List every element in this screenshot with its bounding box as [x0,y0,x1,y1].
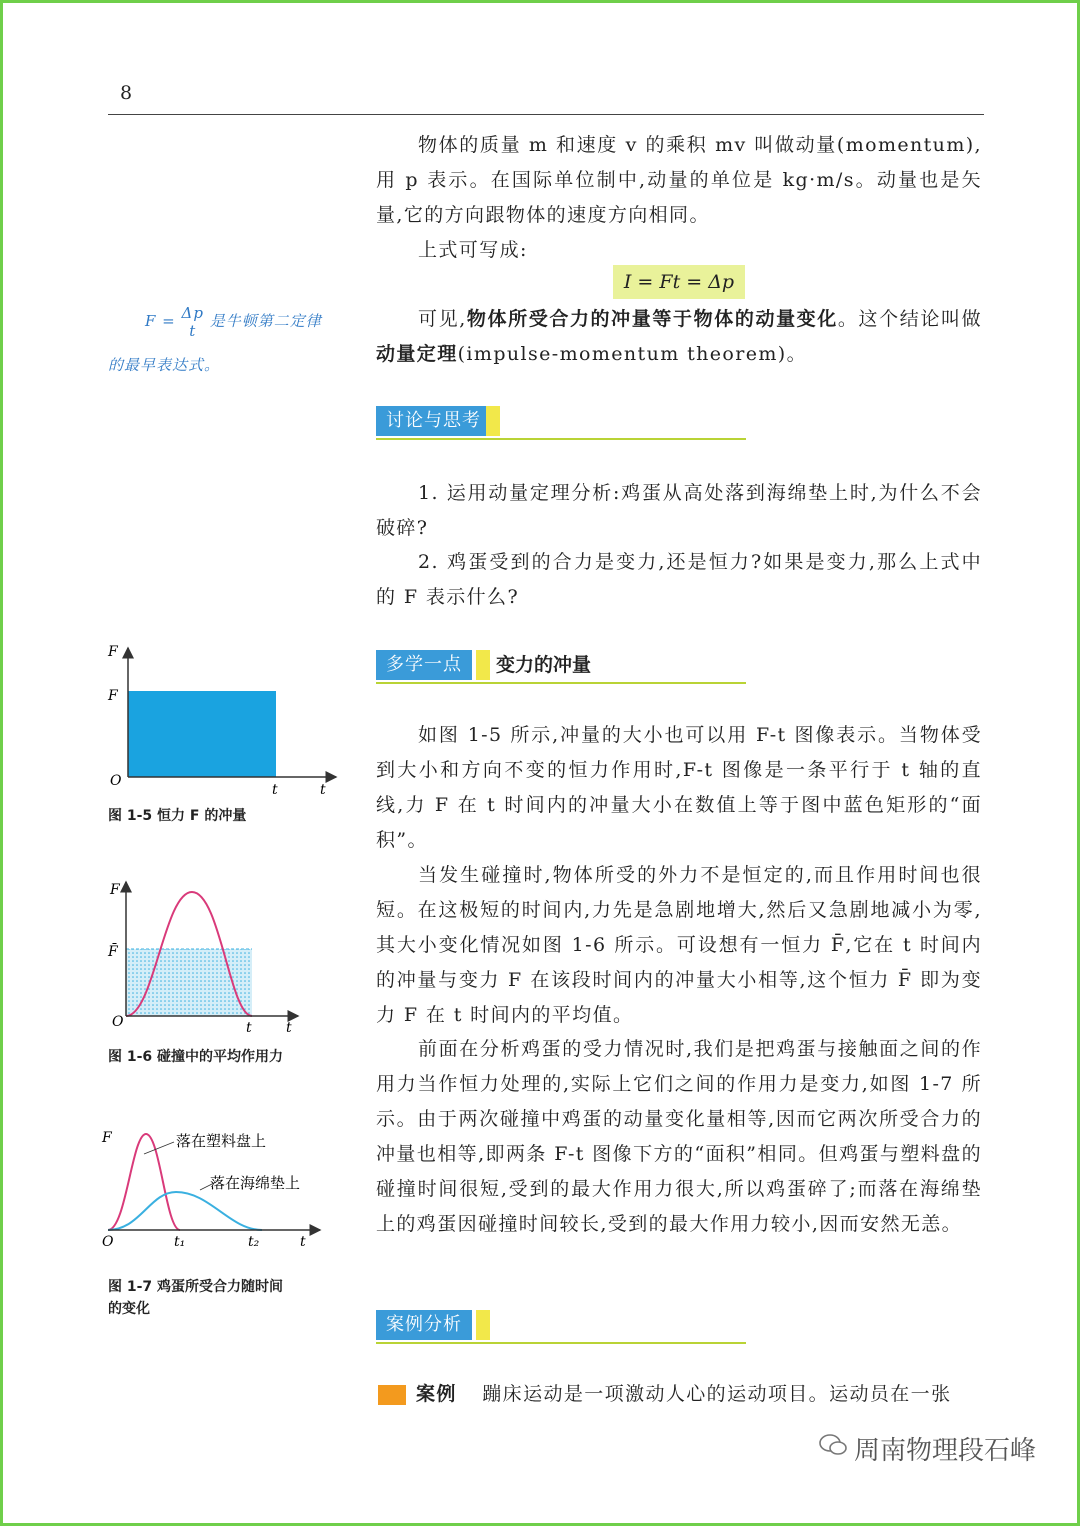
figure-1-7-caption-line1: 图 1-7 鸡蛋所受合力随时间 [108,1279,284,1295]
p3-prefix: 可见, [418,308,467,330]
origin-label: O [110,773,122,789]
y-axis-label: F [110,882,120,898]
x-axis-label: t [320,782,326,798]
p3-suffix: 。这个结论叫做 [837,308,982,330]
plastic-leader [144,1142,174,1154]
tag-tail [476,650,490,680]
case-marker-icon [378,1385,406,1405]
p3-bold2: 动量定理 [376,343,458,365]
impulse-formula: I = Ft = Δp [613,265,745,299]
p3-bold: 物体所受合力的冲量等于物体的动量变化 [466,308,838,330]
section-discuss-header [376,406,746,440]
section-learn-subtitle: 变力的冲量 [496,654,592,676]
impulse-rectangle [128,691,276,777]
origin-label: O [102,1234,114,1250]
t2-label: t₂ [248,1234,260,1250]
y-tick-label: F [108,688,118,704]
side-note-lhs: F = [145,312,176,330]
figure-1-7-caption-line2: 的变化 [108,1301,150,1317]
plastic-plate-label: 落在塑料盘上 [176,1132,267,1150]
y-tick-label: F̄ [108,944,118,960]
case-line [416,1377,986,1412]
p3-end: (impulse-momentum theorem)。 [457,343,807,365]
section-discuss-tag: 讨论与思考 [376,406,491,436]
section-rule [376,1342,746,1344]
learn-paragraph-2: 当发生碰撞时,物体所受的外力不是恒定的,而且作用时间也很短。在这极短的时间内,力先是急剧地增大,然后又急剧地减小为零,其大小变化情况如图 1-6 所示。可设想有一恒力 F̄,它在 t 时间内的冲量与变力 F 在该段时间内的冲量大小相等,这个恒力 F̄ 即为变力 F 在 t 时间内的平均值。 [376,864,982,1026]
side-note-denominator: t [189,322,197,340]
section-rule [376,438,746,440]
page-number: 8 [120,82,133,104]
sponge-pad-label: 落在海绵垫上 [210,1174,301,1192]
side-note-line-2: 的最早表达式。 [108,356,221,374]
y-axis-label: F [102,1130,112,1146]
y-axis-label: F [108,644,118,660]
figure-1-6-caption: 图 1-6 碰撞中的平均作用力 [108,1049,284,1065]
figure-1-5 [104,640,344,800]
intro-paragraph-1: 物体的质量 m 和速度 v 的乘积 mv 叫做动量(momentum),用 p 表示。在国际单位制中,动量的单位是 kg·m/s。动量也是矢量,它的方向跟物体的速度方向相同。 [376,134,982,226]
discuss-question-2: 2. 鸡蛋受到的合力是变力,还是恒力?如果是变力,那么上式中的 F 表示什么? [376,551,982,608]
origin-label: O [112,1014,124,1030]
learn-paragraph-1: 如图 1-5 所示,冲量的大小也可以用 F-t 图像表示。当物体受到大小和方向不变的恒力作用时,F-t 图像是一条平行于 t 轴的直线,力 F 在 t 时间内的冲量大小在数值上等于图中蓝色矩形的“面积”。 [376,724,982,851]
section-case-header [376,1310,746,1344]
section-rule [376,682,746,684]
header-rule [108,114,984,115]
wechat-icon [818,1432,848,1458]
figure-1-7 [100,1120,340,1250]
tag-tail [486,406,500,436]
case-label: 案例 [416,1383,457,1405]
x-tick-label: t [246,1020,252,1036]
side-note-line-1 [145,304,322,340]
discuss-question-1: 1. 运用动量定理分析:鸡蛋从高处落到海绵垫上时,为什么不会破碎? [376,482,982,539]
learn-paragraph-3: 前面在分析鸡蛋的受力情况时,我们是把鸡蛋与接触面之间的作用力当作恒力处理的,实际上它们之间的作用力是变力,如图 1-7 所示。由于两次碰撞中鸡蛋的动量变化量相等,因而它两次所受合力的冲量也相等,即两条 F-t 图像下方的“面积”相同。但鸡蛋与塑料盘的碰撞时间很短,受到的最大作用力很大,所以鸡蛋碎了;而落在海绵垫上的鸡蛋因碰撞时间较长,受到的最大作用力较小,因而安然无恙。 [376,1038,982,1235]
case-text: 蹦床运动是一项激动人心的运动项目。运动员在一张 [482,1383,952,1405]
tag-tail [476,1310,490,1340]
figure-1-6 [104,876,304,1036]
figure-1-5-caption: 图 1-5 恒力 F 的冲量 [108,808,247,824]
intro-paragraph-3 [376,302,982,372]
section-case-tag: 案例分析 [376,1310,472,1340]
section-learn-tag: 多学一点 [376,650,472,680]
x-axis-label: t [286,1020,292,1036]
intro-paragraph-2: 上式可写成: [418,239,528,261]
section-learn-header [376,650,746,684]
t1-label: t₁ [174,1234,186,1250]
plastic-plate-curve [108,1134,180,1230]
watermark-text: 周南物理段石峰 [854,1436,1037,1466]
side-note-numerator: Δp [181,304,204,322]
x-axis-label: t [300,1234,306,1250]
sponge-pad-curve [108,1192,262,1230]
x-tick-label: t [272,782,278,798]
side-note-text1: 是牛顿第二定律 [209,312,322,330]
